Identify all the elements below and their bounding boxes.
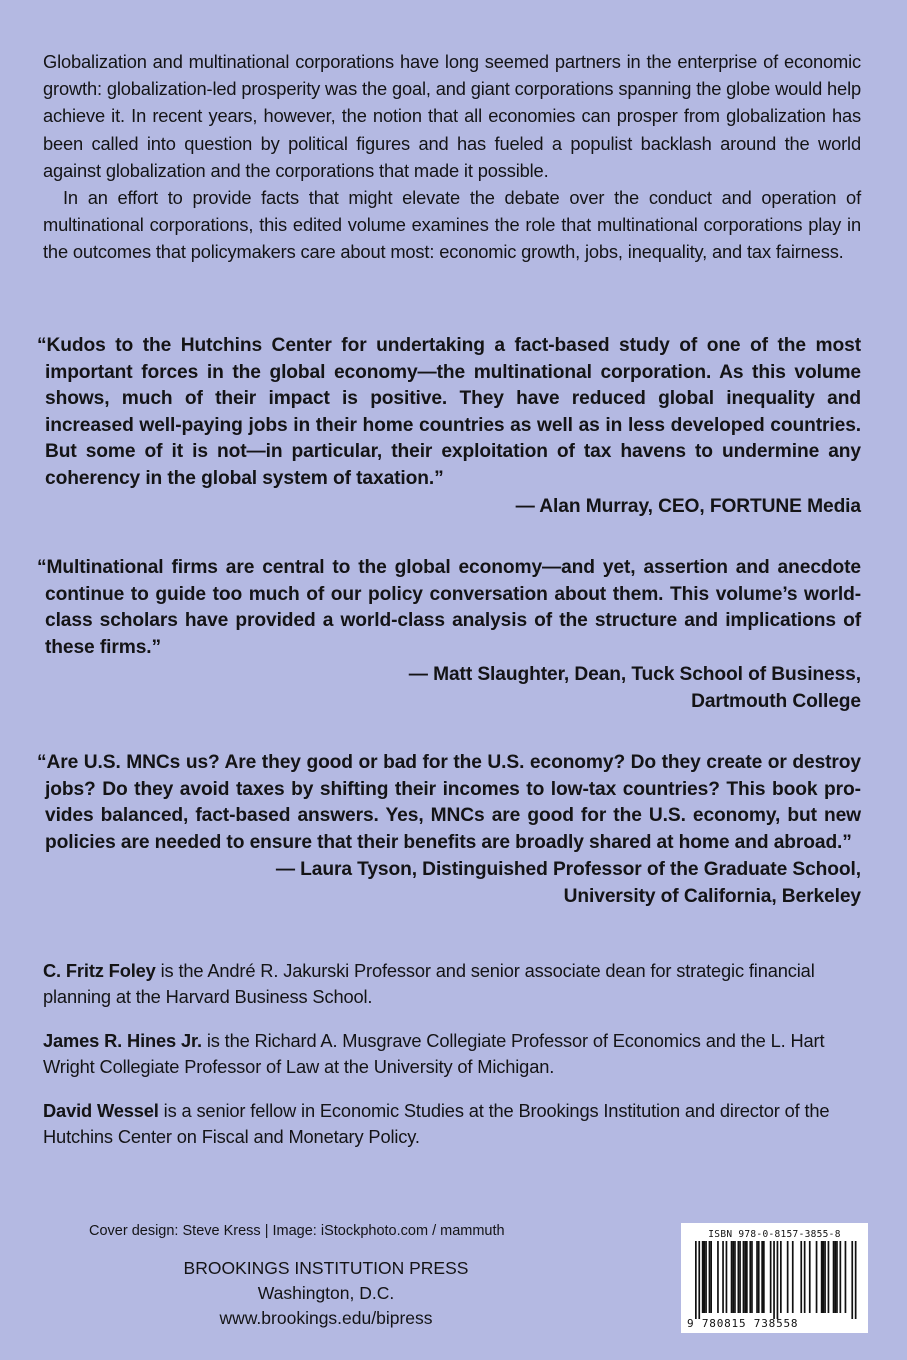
barcode-guard-bar	[851, 1241, 853, 1319]
barcode-bar	[744, 1241, 746, 1313]
author-name: C. Fritz Foley	[43, 960, 156, 981]
barcode-bar	[833, 1241, 835, 1313]
endorsement-attribution	[37, 857, 861, 910]
barcode-bar	[780, 1241, 782, 1313]
endorsement-text: “Kudos to the Hutchins Center for undertaking a fact-based study of one of the most important forces in the global economy—the multinational corporation. As this volume shows, much of their impact is positive. They have reduced global inequality and increased well-paying jobs in their home countries as well as in less developed countries. But some of it is not—in particular, their exploitation of tax havens to undermine any coherency in the global system of taxation.”	[37, 335, 861, 489]
barcode-bar	[704, 1241, 706, 1313]
barcode-bar	[804, 1241, 806, 1313]
attribution-line: University of California, Berkeley	[563, 885, 861, 907]
barcode-guard-bar	[855, 1241, 857, 1319]
barcode-bar	[739, 1241, 741, 1313]
author-bio-wessel	[43, 1098, 861, 1150]
author-description: is the Richard A. Musgrave Collegiate Professor of Economics and the L. Hart Wright Collegiate Professor of Law at the University of Michigan.	[43, 1030, 825, 1077]
author-bio-foley	[43, 958, 861, 1010]
barcode-bar	[770, 1241, 772, 1313]
barcode-bar	[824, 1241, 826, 1313]
author-bio-hines	[43, 1028, 861, 1080]
barcode-bars	[687, 1241, 859, 1319]
barcode-bar	[743, 1241, 745, 1313]
barcode-bar	[702, 1241, 704, 1313]
barcode-guard-bar	[698, 1241, 700, 1319]
barcode-guard-bar	[777, 1241, 779, 1319]
endorsement-attribution	[37, 494, 861, 521]
endorsement-text: “Multinational firms are central to the global economy—and yet, assertion and anecdote continue to guide too much of our policy conversation about them. This volume’s world-class scholars have provided a world-class analysis of the structure and implications of these firms.”	[37, 557, 861, 658]
barcode-bar	[828, 1241, 830, 1313]
attribution-line: — Laura Tyson, Distinguished Professor of the Graduate School,	[275, 859, 861, 881]
barcode-guard-bar	[695, 1241, 697, 1319]
barcode-bar	[761, 1241, 763, 1313]
barcode-bar	[734, 1241, 736, 1313]
barcode-bar	[749, 1241, 751, 1313]
barcode-bar	[710, 1241, 712, 1313]
attribution-line: Dartmouth College	[691, 690, 861, 712]
barcode-bar	[823, 1241, 825, 1313]
barcode-bar	[722, 1241, 724, 1313]
synopsis	[43, 48, 861, 266]
barcode-bar	[840, 1241, 842, 1313]
barcode-bar	[746, 1241, 748, 1313]
barcode-bar	[726, 1241, 728, 1313]
author-name: James R. Hines Jr.	[43, 1030, 202, 1051]
barcode-bar	[709, 1241, 711, 1313]
barcode-bar	[787, 1241, 789, 1313]
barcode-bar	[756, 1241, 758, 1313]
barcode-bar	[792, 1241, 794, 1313]
barcode-bar	[705, 1241, 707, 1313]
isbn-barcode	[681, 1223, 868, 1333]
isbn-label: ISBN 978-0-8157-3855-8	[708, 1229, 841, 1240]
barcode-bar	[809, 1241, 811, 1313]
endorsement-murray	[37, 333, 861, 520]
endorsement-attribution	[37, 662, 861, 715]
barcode-bar	[738, 1241, 740, 1313]
barcode-bar	[800, 1241, 802, 1313]
synopsis-paragraph-2: In an effort to provide facts that might elevate the debate over the conduct and operation of multinational corporations, this edited volume examines the role that multinational corporations play in the outcomes that policymakers care about most: economic growth, jobs, inequality, and tax fairness.	[43, 187, 861, 263]
barcode-bar	[763, 1241, 765, 1313]
endorsement-tyson	[37, 750, 861, 911]
barcode-bar	[751, 1241, 753, 1313]
barcode-bar	[845, 1241, 847, 1313]
publisher-city: Washington, D.C.	[257, 1283, 395, 1303]
barcode-bar	[758, 1241, 760, 1313]
ean-digits: 9 780815 738558	[687, 1317, 799, 1330]
publisher-block	[170, 1256, 482, 1331]
barcode-bar	[731, 1241, 733, 1313]
attribution-line: — Alan Murray, CEO, FORTUNE Media	[515, 495, 861, 517]
endorsement-slaughter	[37, 555, 861, 716]
attribution-line: — Matt Slaughter, Dean, Tuck School of Business,	[408, 664, 861, 686]
barcode-bar	[816, 1241, 818, 1313]
author-name: David Wessel	[43, 1100, 159, 1121]
barcode-bar	[836, 1241, 838, 1313]
author-description: is a senior fellow in Economic Studies at the Brookings Institution and director of the Hutchins Center on Fiscal and Monetary Policy.	[43, 1100, 830, 1147]
author-description: is the André R. Jakurski Professor and senior associate dean for strategic financial planning at the Harvard Business School.	[43, 960, 815, 1007]
barcode-bar	[821, 1241, 823, 1313]
barcode-bar	[834, 1241, 836, 1313]
publisher-name: BROOKINGS INSTITUTION PRESS	[183, 1258, 469, 1278]
cover-credits: Cover design: Steve Kress | Image: iStockphoto.com / mammuth	[89, 1223, 505, 1239]
barcode-guard-bar	[773, 1241, 775, 1319]
endorsement-text: “Are U.S. MNCs us? Are they good or bad for the U.S. economy? Do they create or destroy jobs? Do they avoid taxes by shifting their incomes to low-tax countries? This book provides balanced, fact-based answers. Yes, MNCs are good for the U.S. economy, but new policies are needed to ensure that their benefits are broadly shared at home and abroad.”	[37, 752, 861, 853]
barcode-bar	[732, 1241, 734, 1313]
synopsis-paragraph-1: Globalization and multinational corporations have long seemed partners in the enterprise of economic growth: globalization-led prosperity was the goal, and giant corporations spanning the globe would help achieve it. In recent years, however, the notion that all economies can prosper from globalization has been called into question by political figures and has fueled a populist backlash around the world against globalization and the corporations that made it possible.	[43, 51, 861, 181]
barcode-bar	[717, 1241, 719, 1313]
publisher-url: www.brookings.edu/bipress	[219, 1308, 433, 1328]
